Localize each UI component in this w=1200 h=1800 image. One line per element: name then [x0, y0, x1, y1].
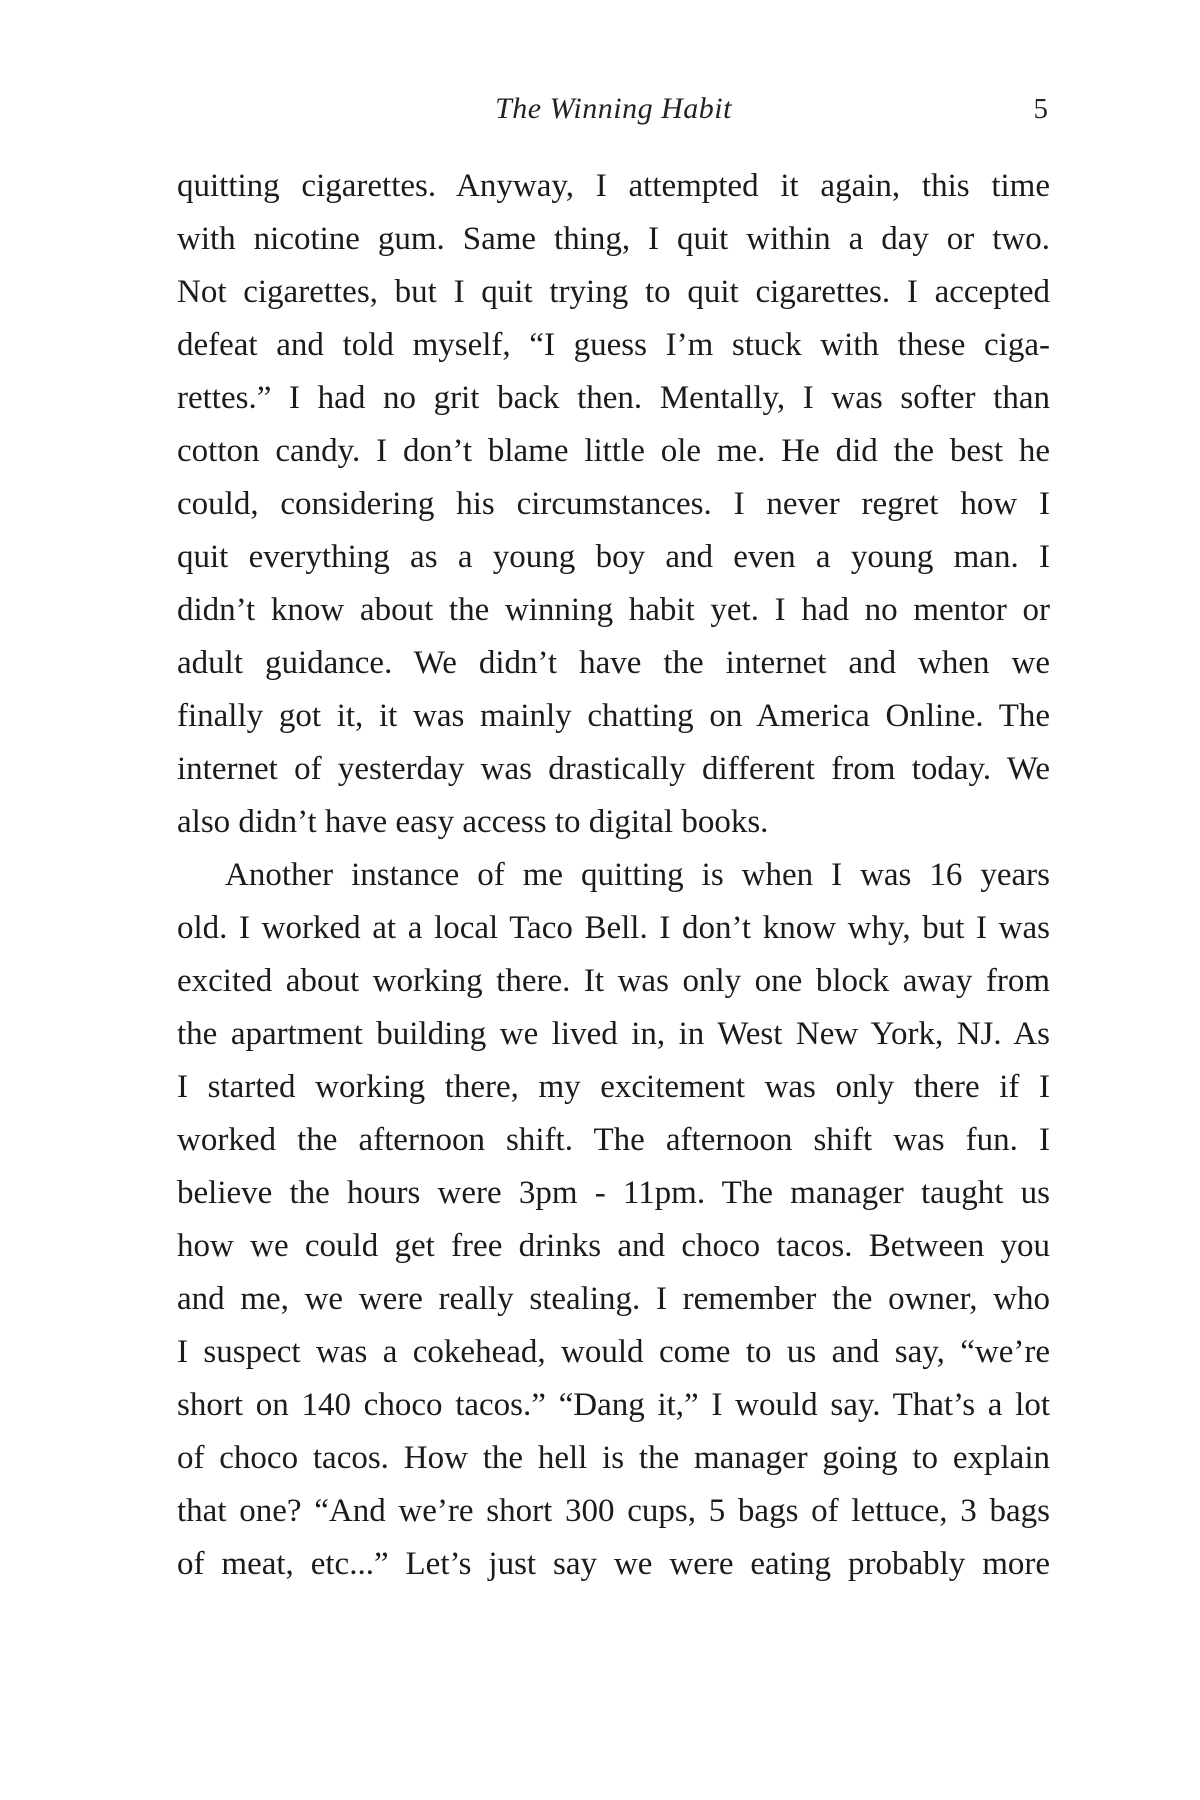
text-line: Another instance of me quitting is when I was 16 years	[225, 857, 1050, 893]
text-line: believe the hours were 3pm - 11pm. The manager taught us	[177, 1175, 1050, 1211]
text-line: worked the afternoon shift. The afternoon shift was fun. I	[177, 1122, 1050, 1158]
text-line: quitting cigarettes. Anyway, I attempted it again, this time	[177, 168, 1050, 204]
paragraph	[177, 160, 1050, 849]
text-line: internet of yesterday was drastically different from today. We	[177, 751, 1050, 787]
text-line: I suspect was a cokehead, would come to us and say, “we’re	[177, 1334, 1050, 1370]
text-line: of meat, etc...” Let’s just say we were eating probably more	[177, 1546, 1050, 1582]
text-line: and me, we were really stealing. I remember the owner, who	[177, 1281, 1050, 1317]
text-line: with nicotine gum. Same thing, I quit within a day or two.	[177, 221, 1050, 257]
page-number: 5	[1033, 93, 1048, 125]
text-line: how we could get free drinks and choco tacos. Between you	[177, 1228, 1050, 1264]
text-line: of choco tacos. How the hell is the manager going to explain	[177, 1440, 1050, 1476]
text-line: could, considering his circumstances. I never regret how I	[177, 486, 1050, 522]
text-line: short on 140 choco tacos.” “Dang it,” I would say. That’s a lot	[177, 1387, 1050, 1423]
text-line: didn’t know about the winning habit yet. I had no mentor or	[177, 592, 1050, 628]
text-line: the apartment building we lived in, in West New York, NJ. As	[177, 1016, 1050, 1052]
text-line: excited about working there. It was only one block away from	[177, 963, 1050, 999]
text-line: cotton candy. I don’t blame little ole me. He did the best he	[177, 433, 1050, 469]
text-line: finally got it, it was mainly chatting on America Online. The	[177, 698, 1050, 734]
body-text	[177, 160, 1050, 1591]
text-line: adult guidance. We didn’t have the internet and when we	[177, 645, 1050, 681]
text-line: also didn’t have easy access to digital books.	[177, 804, 769, 840]
page-header	[177, 88, 1050, 130]
text-line: defeat and told myself, “I guess I’m stuck with these ciga-	[177, 327, 1050, 363]
text-line: Not cigarettes, but I quit trying to quit cigarettes. I accepted	[177, 274, 1050, 310]
text-line: quit everything as a young boy and even a young man. I	[177, 539, 1050, 575]
text-line: rettes.” I had no grit back then. Mentally, I was softer than	[177, 380, 1050, 416]
text-line: old. I worked at a local Taco Bell. I don’t know why, but I was	[177, 910, 1050, 946]
running-head-title: The Winning Habit	[495, 92, 732, 125]
text-line: that one? “And we’re short 300 cups, 5 bags of lettuce, 3 bags	[177, 1493, 1050, 1529]
text-line: I started working there, my excitement was only there if I	[177, 1069, 1050, 1105]
paragraph	[177, 849, 1050, 1591]
